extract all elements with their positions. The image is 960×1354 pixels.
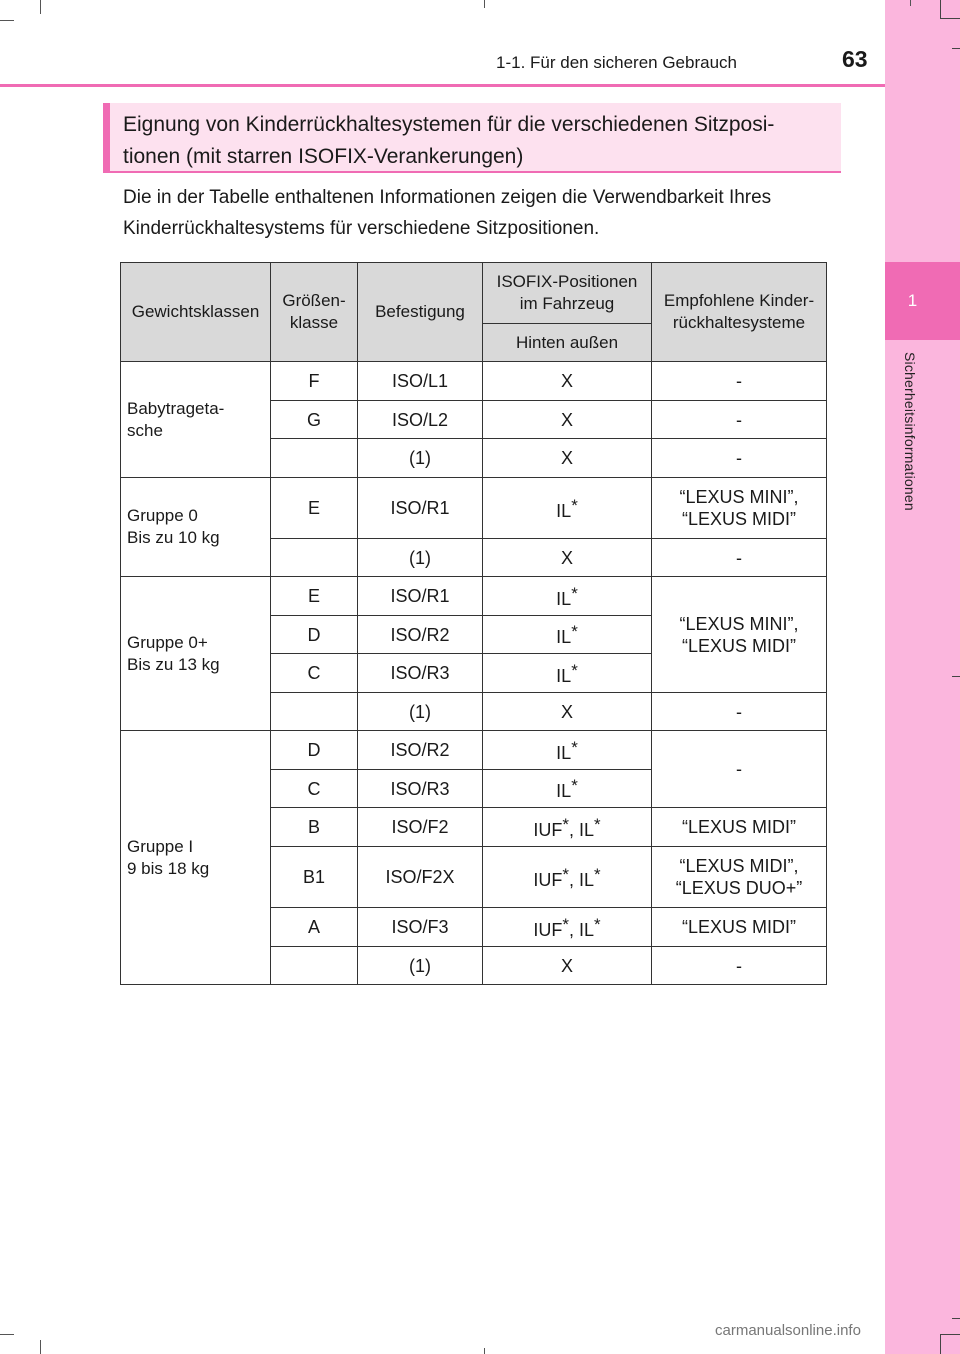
crop-mark [940, 1334, 960, 1335]
asterisk-mark: * [571, 776, 578, 795]
recommended-cell: - [652, 439, 827, 478]
position-cell: IL* [483, 616, 652, 654]
isofix-table [120, 262, 827, 985]
table-row [121, 577, 827, 616]
position-cell: IL* [483, 478, 652, 539]
crop-mark [0, 1334, 14, 1335]
fixture-cell: ISO/F2X [358, 847, 483, 908]
group-cell: Gruppe 0+ Bis zu 13 kg [121, 577, 271, 731]
asterisk-mark: * [571, 583, 578, 603]
header-fixture: Befestigung [358, 263, 483, 362]
fixture-cell: ISO/R2 [358, 731, 483, 770]
size-cell [271, 693, 358, 731]
size-cell [271, 539, 358, 577]
chapter-number: 1 [907, 291, 918, 310]
page-number: 63 [842, 46, 868, 72]
group-cell: Gruppe I 9 bis 18 kg [121, 731, 271, 985]
size-cell: G [271, 401, 358, 439]
crop-mark [40, 1340, 41, 1354]
size-cell: D [271, 616, 358, 654]
fixture-cell: (1) [358, 947, 483, 985]
recommended-cell: - [652, 947, 827, 985]
asterisk-mark: * [571, 622, 578, 641]
fixture-cell: ISO/F3 [358, 908, 483, 947]
sidebar [885, 0, 960, 1354]
fixture-cell: (1) [358, 439, 483, 478]
position-cell: X [483, 693, 652, 731]
crop-mark [940, 1334, 941, 1354]
position-cell: IL* [483, 731, 652, 770]
fixture-cell: ISO/L1 [358, 362, 483, 401]
crop-mark [952, 676, 960, 677]
section-title: 1-1. Für den sicheren Gebrauch [496, 53, 737, 72]
table-row [121, 731, 827, 770]
fixture-cell: ISO/R1 [358, 478, 483, 539]
fixture-cell: ISO/R1 [358, 577, 483, 616]
position-cell: IL* [483, 770, 652, 808]
recommended-cell: - [652, 539, 827, 577]
chapter-label: Sicherheitsinformationen [902, 352, 918, 511]
position-cell: IUF*, IL* [483, 808, 652, 847]
header-weight-class: Gewichtsklassen [121, 263, 271, 362]
recommended-cell: - [652, 731, 827, 808]
size-cell: C [271, 654, 358, 693]
heading-line: Eignung von Kinderrückhaltesystemen für die verschiedenen Sitzposi- [123, 113, 775, 136]
crop-mark [940, 0, 941, 18]
fixture-cell: ISO/R3 [358, 654, 483, 693]
intro-line: Kinderrückhaltesystems für verschiedene Sitzpositionen. [123, 218, 600, 239]
position-cell: IL* [483, 577, 652, 616]
crop-mark [0, 20, 14, 21]
header-size-class: Größen- klasse [271, 263, 358, 362]
fixture-cell: (1) [358, 693, 483, 731]
size-cell: B [271, 808, 358, 847]
asterisk-mark: * [571, 737, 578, 757]
size-cell: D [271, 731, 358, 770]
position-cell: X [483, 362, 652, 401]
asterisk-mark: * [594, 814, 601, 834]
size-cell: B1 [271, 847, 358, 908]
asterisk-mark: * [562, 864, 569, 884]
recommended-cell: - [652, 693, 827, 731]
size-cell: E [271, 478, 358, 539]
watermark[interactable]: carmanualsonline.info [715, 1322, 861, 1339]
position-cell: X [483, 947, 652, 985]
fixture-cell: ISO/R3 [358, 770, 483, 808]
recommended-cell: “LEXUS MIDI” [652, 908, 827, 947]
asterisk-mark: * [562, 914, 569, 934]
asterisk-mark: * [594, 864, 601, 884]
size-cell: E [271, 577, 358, 616]
asterisk-mark: * [562, 814, 569, 834]
position-cell: X [483, 439, 652, 478]
crop-mark [484, 1348, 485, 1354]
asterisk-mark: * [594, 914, 601, 934]
header-outer-rear: Hinten außen [483, 324, 652, 362]
header-recommended: Empfohlene Kinder- rückhaltesysteme [652, 263, 827, 362]
size-cell: A [271, 908, 358, 947]
asterisk-mark: * [571, 495, 578, 515]
size-cell [271, 947, 358, 985]
recommended-cell: “LEXUS MINI”, “LEXUS MIDI” [652, 577, 827, 693]
recommended-cell: - [652, 401, 827, 439]
crop-mark [952, 1318, 960, 1319]
intro-paragraph [123, 182, 843, 244]
intro-line: Die in der Tabelle enthaltenen Informationen zeigen die Verwendbarkeit Ihres [123, 187, 772, 208]
table-row [121, 362, 827, 401]
fixture-cell: (1) [358, 539, 483, 577]
group-cell: Gruppe 0 Bis zu 10 kg [121, 478, 271, 577]
recommended-cell: - [652, 362, 827, 401]
recommended-cell: “LEXUS MINI”, “LEXUS MIDI” [652, 478, 827, 539]
table-row [121, 478, 827, 539]
crop-mark [484, 0, 485, 8]
fixture-cell: ISO/R2 [358, 616, 483, 654]
position-cell: IUF*, IL* [483, 847, 652, 908]
recommended-cell: “LEXUS MIDI”, “LEXUS DUO+” [652, 847, 827, 908]
size-cell: F [271, 362, 358, 401]
position-cell: X [483, 401, 652, 439]
crop-mark [940, 18, 960, 19]
size-cell [271, 439, 358, 478]
chapter-tab[interactable] [885, 262, 960, 340]
heading-line: tionen (mit starren ISOFIX-Verankerungen) [123, 145, 524, 168]
header-isofix-positions: ISOFIX-Positionen im Fahrzeug [483, 263, 652, 324]
group-cell: Babytrageta- sche [121, 362, 271, 478]
position-cell: X [483, 539, 652, 577]
recommended-cell: “LEXUS MIDI” [652, 808, 827, 847]
header-divider [0, 84, 885, 87]
crop-mark [40, 0, 41, 14]
position-cell: IUF*, IL* [483, 908, 652, 947]
fixture-cell: ISO/F2 [358, 808, 483, 847]
position-cell: IL* [483, 654, 652, 693]
crop-mark [910, 0, 911, 6]
asterisk-mark: * [571, 660, 578, 680]
fixture-cell: ISO/L2 [358, 401, 483, 439]
crop-mark [952, 48, 960, 49]
section-heading [103, 103, 841, 173]
size-cell: C [271, 770, 358, 808]
